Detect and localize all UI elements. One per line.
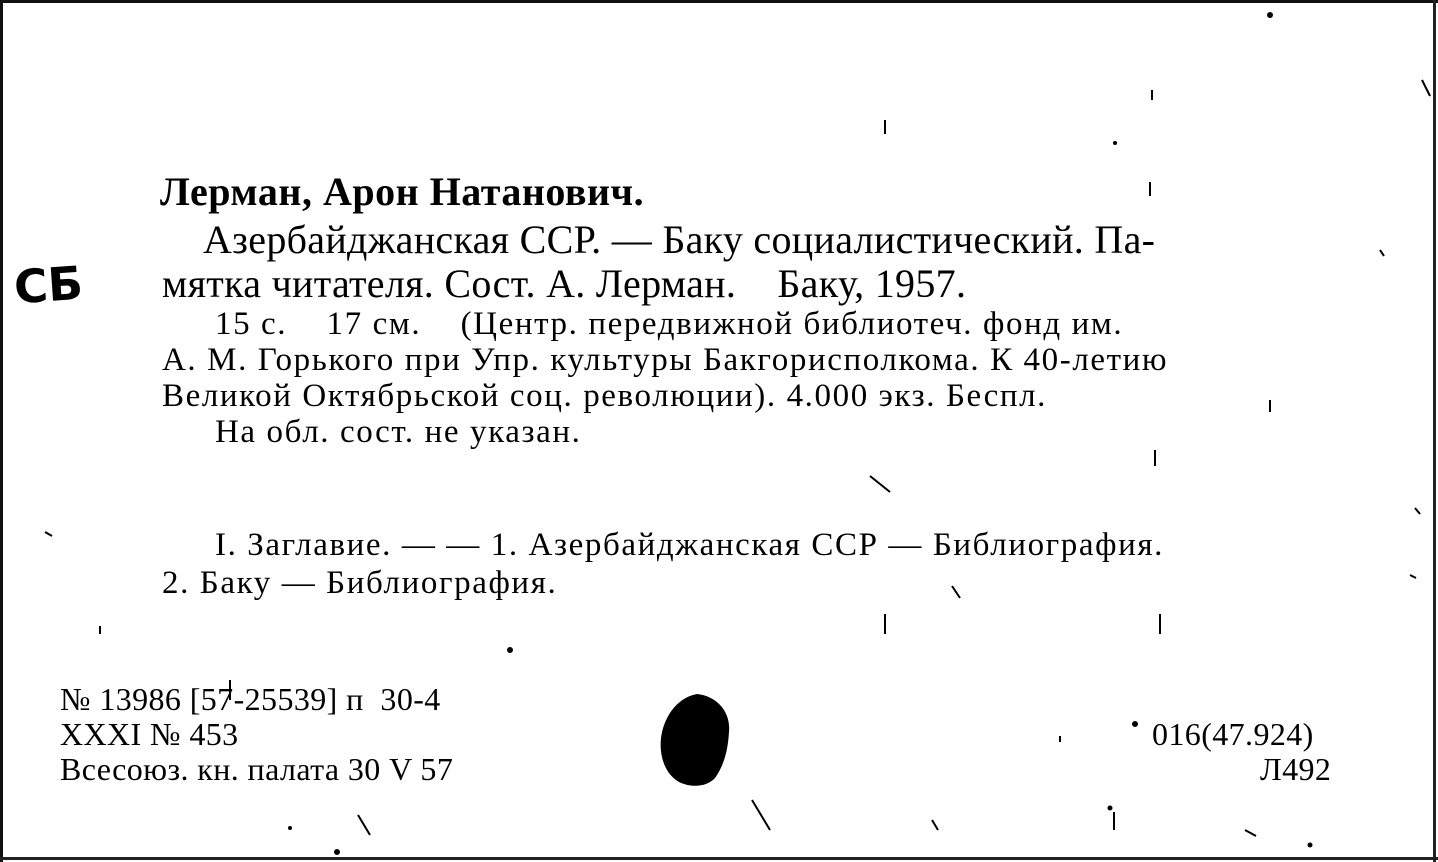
- description-line-1: 15 с. 17 см. (Центр. передвижной библиотеч. фонд им.: [215, 306, 1124, 342]
- description-line-3: Великой Октябрьской соц. революции). 4.000 экз. Беспл.: [162, 378, 1048, 414]
- note-line: На обл. сост. не указан.: [215, 414, 582, 450]
- handwritten-mark: СБ: [12, 255, 85, 315]
- title-line-2: мятка читателя. Сост. А. Лерман. Баку, 1957.: [162, 261, 967, 306]
- footer-classification: 016(47.924): [1152, 716, 1314, 752]
- footer-publisher-date: Всесоюз. кн. палата 30 V 57: [60, 751, 454, 787]
- footer-series-number: XXXI № 453: [60, 716, 239, 752]
- footer-cutter-number: Л492: [1260, 751, 1332, 787]
- subject-line-1: I. Заглавие. — — 1. Азербайджанская ССР — Библиография.: [215, 527, 1165, 563]
- description-line-2: А. М. Горького при Упр. культуры Бакгорисполкома. К 40-летию: [162, 342, 1169, 378]
- title-line-1: Азербайджанская ССР. — Баку социалистический. Па-: [203, 217, 1156, 262]
- footer-registration-number: № 13986 [57-25539] п 30-4: [60, 681, 441, 717]
- author-heading: Лерман, Арон Натанович.: [160, 169, 645, 214]
- subject-line-2: 2. Баку — Библиография.: [162, 565, 558, 601]
